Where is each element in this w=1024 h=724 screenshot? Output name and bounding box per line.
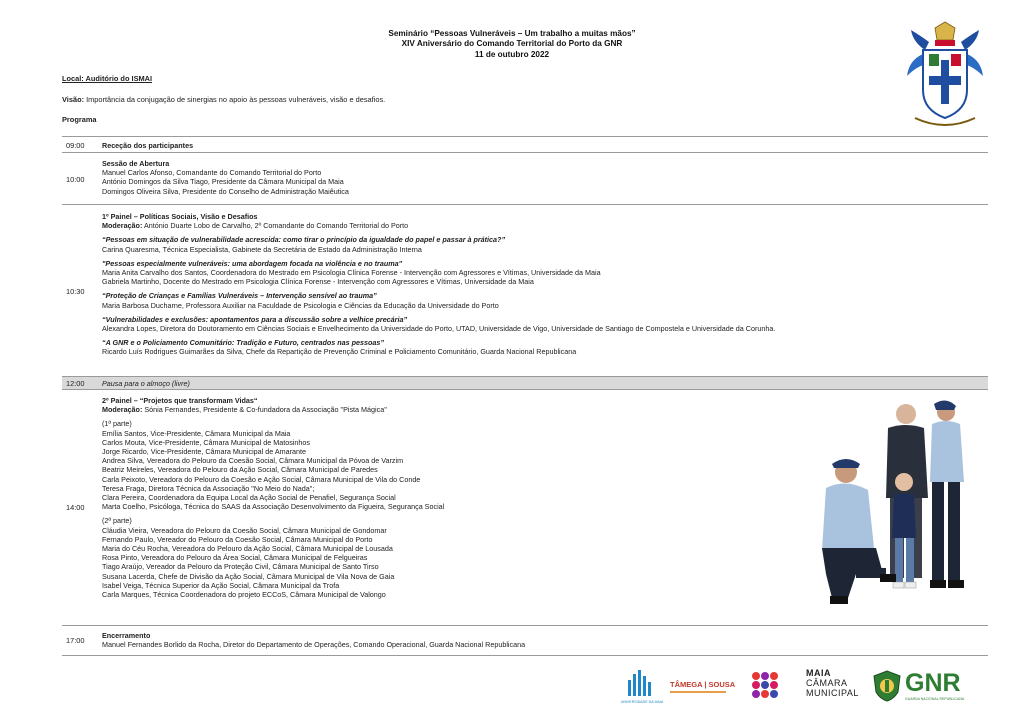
speaker-line: Maria Anita Carvalho dos Santos, Coordenadora do Mestrado em Psicologia Clínica Forense - Intervenção com Agressores e Vítimas, Universidade da Maia (102, 268, 601, 278)
speaker-line: Fernando Paulo, Vereador do Pelouro da Coesão Social, Câmara Municipal do Porto (102, 534, 373, 544)
moderation-label: Moderação: (102, 221, 143, 231)
location-label: Local: Auditório do ISMAI (62, 74, 153, 83)
speaker-line: Jorge Ricardo, Vice-Presidente, Câmara Municipal de Amarante (102, 447, 307, 457)
talk-title: "Pessoas especialmente vulneráveis: uma abordagem focada na violência e no trauma" (102, 258, 403, 268)
session-title: Pausa para o almoço (livre) (102, 379, 190, 388)
universidade-maia-logo: UNIVERSIDADE DA MAIA (620, 668, 664, 708)
time-label: 10:00 (66, 175, 85, 184)
speaker-line: Alexandra Lopes, Diretora do Doutoramento em Ciências Sociais e Envelhecimento da Universidade do Porto, UTAD, Universidade de Vigo, Universidade de Santiago de Compostela e Universidade da Corunha. (102, 324, 776, 334)
time-label: 09:00 (66, 141, 85, 150)
talk-title: “A GNR e o Policiamento Comunitário: Tradição e Futuro, centrados nas pessoas” (102, 338, 384, 348)
speaker-line: Ricardo Luís Rodrigues Guimarães da Silva, Chefe da Repartição de Prevenção Criminal e Policiamento Comunitário, Guarda Nacional Republicana (102, 347, 577, 357)
maia-camara-municipal-logo: MAIA CÂMARA MUNICIPAL (806, 668, 859, 698)
speaker-line: Manuel Fernandes Borlido da Rocha, Diretor do Departamento de Operações, Comando Operacional, Guarda Nacional Republicana (102, 640, 526, 650)
part-label: (2ª parte) (102, 516, 132, 526)
speaker-line: Manuel Carlos Afonso, Comandante do Comando Territorial do Porto (102, 168, 322, 178)
speaker-line: Gabriela Martinho, Docente do Mestrado em Psicologia Clínica Forense - Intervenção com Agressores e Vítimas, Universidade da Maia (102, 277, 534, 287)
schedule-row-1030 (62, 204, 988, 377)
speaker-line: Carina Quaresma, Técnica Especialista, Gabinete da Secretária de Estado da Administração Interna (102, 244, 422, 254)
speaker-line: Marta Coelho, Psicóloga, Técnica do SAAS da Associação Desenvolvimento da Figueira, Segurança Social (102, 502, 445, 512)
session-title: Encerramento (102, 631, 151, 640)
speaker-line: Domingos Oliveira Silva, Presidente do Conselho de Administração Maiêutica (102, 186, 349, 196)
speaker-line: Andrea Silva, Vereadora do Pelouro da Coesão Social, Câmara Municipal da Póvoa de Varzim (102, 456, 404, 466)
vision-label: Visão: (62, 95, 85, 104)
moderation-line (102, 221, 988, 230)
talk-title: “Proteção de Crianças e Famílias Vulneráveis – Intervenção sensível ao trauma” (102, 291, 377, 301)
speaker-line: Carla Marques, Técnica Coordenadora do projeto ECCoS, Câmara Municipal de Valongo (102, 590, 386, 600)
time-label: 14:00 (66, 503, 85, 512)
session-title: Sessão de Abertura (102, 159, 170, 168)
speaker-line: Susana Lacerda, Chefe de Divisão da Ação Social, Câmara Municipal de Vila Nova de Gaia (102, 571, 395, 581)
talk-title: “Pessoas em situação de vulnerabilidade acrescida: como tirar o princípio da igualdade do papel e passar à prática?” (102, 235, 506, 245)
moderation-label: Moderação: (102, 405, 143, 415)
time-label: 10:30 (66, 287, 85, 296)
schedule-row-0900 (62, 136, 988, 153)
speaker-line: Emília Santos, Vice-Presidente, Câmara Municipal da Maia (102, 428, 291, 438)
speaker-line: Beatriz Meireles, Vereadora do Pelouro da Ação Social, Câmara Municipal de Paredes (102, 465, 378, 475)
speaker-line: Carla Peixoto, Vereadora do Pelouro da Coesão e Ação Social, Câmara Municipal de Vila do Conde (102, 474, 421, 484)
seminar-title: Seminário “Pessoas Vulneráveis – Um trabalho a muitas mãos” (388, 29, 636, 38)
gnr-officers-photo (796, 398, 986, 616)
speaker-line: António Domingos da Silva Tiago, Presidente da Câmara Municipal da Maia (102, 177, 344, 187)
vision-text: Importância da conjugação de sinergias no apoio às pessoas vulneráveis, visão e desafios. (84, 95, 386, 104)
time-label: 17:00 (66, 636, 85, 645)
speaker-line: Teresa Fraga, Diretora Técnica da Associação "No Meio do Nada"; (102, 483, 315, 493)
speaker-line: Rosa Pinto, Vereadora do Pelouro da Área Social, Câmara Municipal de Felgueiras (102, 553, 368, 563)
moderation-text: Sónia Fernandes, Presidente & Co-fundadora da Associação "Pista Mágica" (142, 405, 387, 415)
speaker-line: Clara Pereira, Coordenadora da Equipa Local da Ação Social de Penafiel, Segurança Social (102, 493, 396, 503)
maieutica-logo (748, 668, 784, 708)
gnr-crest-image (905, 20, 985, 132)
talk-title: “Vulnerabilidades e exclusões: apontamentos para a discussão sobre a velhice precária” (102, 314, 408, 324)
speaker-line: Tiago Araújo, Vereador da Pelouro da Proteção Civil, Câmara Municipal de Santo Tirso (102, 562, 379, 572)
session-title: Receção dos participantes (102, 141, 194, 150)
schedule-row-1700 (62, 625, 988, 656)
speaker-line: Maria Barbosa Ducharne, Professora Auxiliar na Faculdade de Psicologia e Ciências da Educação da Universidade do Porto (102, 300, 499, 310)
programme-heading: Programa (62, 115, 97, 124)
speaker-line: Isabel Veiga, Técnica Superior da Ação Social, Câmara Municipal da Trofa (102, 580, 340, 590)
seminar-date: 11 de outubro 2022 (474, 50, 550, 59)
speaker-line: Cláudia Vieira, Vereadora do Pelouro da Coesão Social, Câmara Municipal de Gondomar (102, 525, 387, 535)
divider (62, 655, 988, 656)
tamega-sousa-logo: TÂMEGA | SOUSA (670, 668, 732, 708)
moderation-text: António Duarte Lobo de Carvalho, 2º Comandante do Comando Territorial do Porto (142, 221, 409, 231)
schedule-row-1000 (62, 152, 988, 205)
speaker-line: Maria do Céu Rocha, Vereadora do Pelouro da Ação Social, Câmara Municipal de Lousada (102, 544, 393, 554)
vision-statement (62, 95, 385, 104)
gnr-logo: GNR GUARDA NACIONAL REPUBLICANA (872, 668, 984, 708)
panel-title: 1º Painel – Políticas Sociais, Visão e Desafios (102, 212, 258, 221)
seminar-subtitle: XIV Aniversário do Comando Territorial do Porto da GNR (401, 39, 623, 48)
time-label: 12:00 (66, 379, 85, 388)
part-label: (1ª parte) (102, 419, 132, 429)
speaker-line: Carlos Mouta, Vice-Presidente, Câmara Municipal de Matosinhos (102, 437, 311, 447)
panel-title: 2º Painel – “Projetos que transformam Vidas“ (102, 396, 258, 405)
schedule-row-1200 (62, 376, 988, 390)
